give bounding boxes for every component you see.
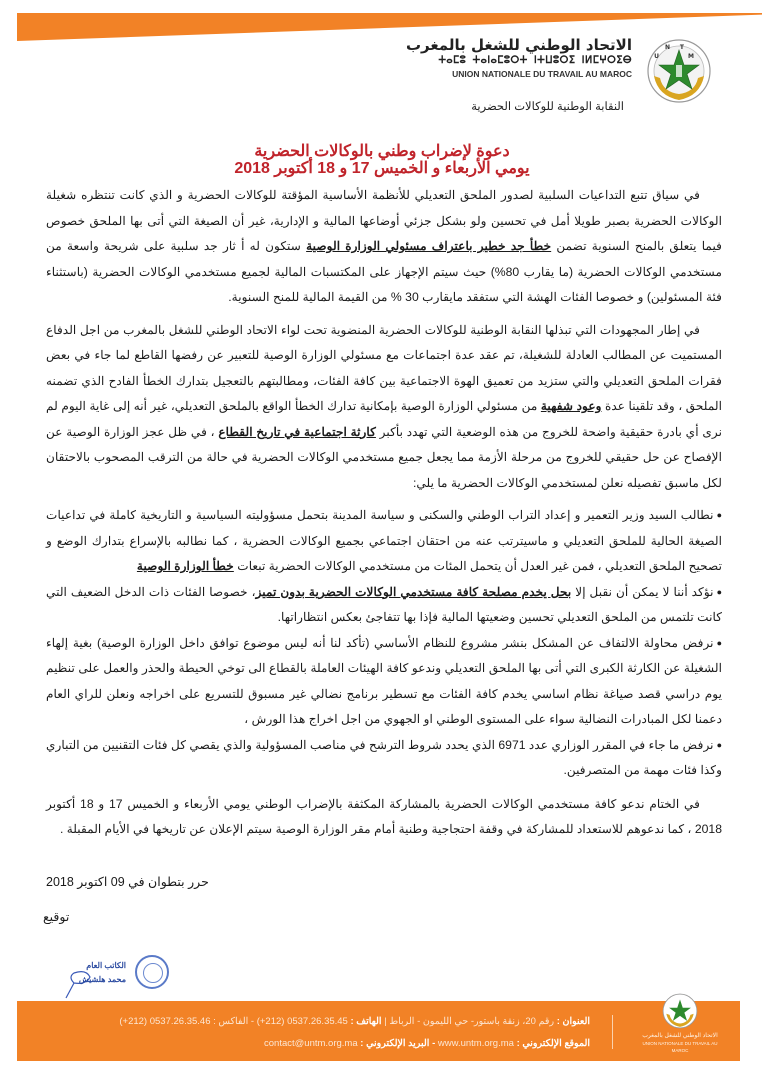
emphasis-social-catastrophe: كارثة اجتماعية في تاريخ القطاع xyxy=(218,424,376,439)
untm-emblem-icon xyxy=(646,38,712,104)
title-line-2: يومي الأربعاء و الخميس 17 و 18 أكتوبر 2018 xyxy=(234,160,530,177)
bullet-icon: ● xyxy=(716,637,722,648)
demand-item xyxy=(46,580,722,631)
footer-band xyxy=(17,1001,740,1061)
email-link[interactable]: contact@untm.org.ma xyxy=(264,1038,358,1049)
svg-text:T: T xyxy=(679,44,684,51)
website-label: الموقع الإلكتروني : xyxy=(516,1038,590,1049)
demand-item xyxy=(46,733,722,784)
text: في سياق تتبع التداعيات السلبية لصدور الملحق التعديلي للأنظمة الأساسية المؤقتة للوكالات الحضرية و الذي كانت تنتظره شغيلة الوكالات الحضرية بصبر طويلا أمل في تحسين ولو بشكل جزئي أوضاعها المالية و الإدارية، غير أن الصيغة التي أتى بها الملحق خصوص فيما يتعلق بالمنح السنوية تضمن xyxy=(46,188,722,253)
demand-item xyxy=(46,503,722,580)
demand-item xyxy=(46,631,722,733)
phone: (+212) 0537.26.35.45 xyxy=(256,1016,348,1027)
letterhead xyxy=(364,36,724,116)
paragraph-conclusion: في الختام ندعو كافة مستخدمي الوكالات الحضرية بالمشاركة المكثفة بالإضراب الوطني يومي الأربعاء و الخميس 17 و 18 أكتوبر 2018 ، كما ندعوهم للاستعداد للمشاركة في وقفة احتجاجية وطنية أمام مقر الوزارة الوصية سيتم الإعلان عن تاريخها في الأيام المقبلة . xyxy=(46,796,722,836)
text: من مسئولي الوزارة الوصية بإمكانية تدارك الخطأ الواقع بالملحق التعديلي، غير أنه إلى غاية اليوم لم نرى أي بادرة حقيقية واضحة للخروج من هذه الوضعية التي تهدد بأكبر xyxy=(46,399,722,439)
email-label: - البريد الإلكتروني : xyxy=(360,1038,436,1049)
emphasis-fair-solution: بحل يخدم مصلحة كافة مستخدمي الوكالات الحضرية بدون تميز xyxy=(255,584,572,599)
fax-label: - الفاكس : xyxy=(213,1016,255,1027)
footer-contact xyxy=(119,1011,590,1055)
signature-label: توقيع xyxy=(43,910,70,924)
emphasis-ministry-fault: خطأ الوزارة الوصية xyxy=(136,559,234,573)
sub-organization: النقابة الوطنية للوكالات الحضرية xyxy=(471,101,624,113)
document-title xyxy=(0,143,764,177)
org-name-block xyxy=(406,36,632,80)
text: نؤكد أننا لا يمكن أن نقبل إلا xyxy=(571,584,714,599)
svg-text:M: M xyxy=(688,53,694,60)
text: نرفض ما جاء في المقرر الوزاري عدد 6971 الذي يحدد شروط الترشح في مناصب المسؤولية والذي يقصي كل فئات التقنيين من التباري وكذا فئات مهمة من المتصرفين. xyxy=(46,737,722,777)
signer-info xyxy=(60,959,126,987)
text: ستكون له أ ثار جد سلبية على شريحة واسعة من مستخدمي الوكالات الحضرية (ما يقارب 80%) حيث سيتم الإجهاز على المكتسبات المالية لجميع مستخدمي الوكالات الحضرية (باستثناء فئة المسئولين) و خصوصا الفئات الهشة التي ستفقد مايقارب 30 % من القيمة المالية للمنح السنوية. xyxy=(46,239,722,304)
place-and-date xyxy=(46,874,722,889)
title-line-1: دعوة لإضراب وطني بالوكالات الحضرية xyxy=(254,143,510,160)
footer-logo-caption-fr: UNION NATIONALE DU TRAVAIL AU MAROC xyxy=(642,1041,718,1053)
signer-name: محمد هلشيش xyxy=(78,975,126,984)
footer-line-web xyxy=(119,1033,590,1055)
text: في إطار المجهودات التي تبذلها النقابة الوطنية للوكالات الحضرية المنضوية تحت لواء الاتحاد الوطني للشغل بالمغرب من اجل الدفاع المستميت عن المطالب العادلة للشغيلة، تم عقد عدة اجتماعات مع مسئولي الوزارة الوصية للتعبير عن رفضها القاطع لما جاء في بعض فقرات الملحق التعديلي والتي ستزيد من تعميق الهوة الاجتماعية بين كافة الفئات، ومطالبتهم بالتعجيل بتدارك الخطأ الفادح الذي تضمنه الملحق ، وقد تلقينا عدة xyxy=(46,322,722,413)
text: ، في ظل عجز الوزارة الوصية عن الإفصاح عن حل حقيقي للخروج من مرحلة الأزمة مما يجعل جميع مستخدمي الوكالات الحضرية في حالة من الترقب المصحوب بالاحتقان لكل ماسبق تفصيله نعلن لمستخدمي الوكالات الحضرية ما يلي: xyxy=(46,424,722,490)
address: رقم 20، زنقة باستور- حي الليمون - الرباط | xyxy=(384,1016,555,1027)
text: ، خصوصا الفئات ذات الدخل الضعيف التي كانت تلتمس من الملحق التعديلي تحسين وضعيتها المالية فإذا بها تتفاجئ بعكس انتظاراتها. xyxy=(46,584,722,624)
bullet-icon: ● xyxy=(716,510,722,520)
emphasis-oral-promises: وعود شفهية xyxy=(540,399,602,413)
phone-label: الهاتف : xyxy=(350,1016,382,1027)
footer-divider xyxy=(612,1015,613,1049)
untm-emblem-small-icon xyxy=(662,993,698,1029)
paragraph-context xyxy=(46,183,722,311)
svg-text:N: N xyxy=(664,44,670,51)
svg-text:U: U xyxy=(654,53,659,60)
bullet-icon: ● xyxy=(716,739,722,750)
text: نرفض محاولة الالتفاف عن المشكل بنشر مشروع للنظام الأساسي (تأكد لنا أنه ليس موضوع توافق داخل الوزارة الوصية) بغية إلهاء الشغيلة عن الكارثة الكبرى التي أتى بها الملحق التعديلي وندعو كافة الهيئات العاملة بالقطاع الى توخي الحيطة والحذر والعمل على تنظيم يوم دراسي قصد صياغة نظام اساسي يخدم كافة الفئات مع تسطير برنامج نضالي غير مسبوق للتسريع على اخراجه ونعلن للراي العام دعمنا لكل المبادرات النضالية سواء على المستوى الوطني او الجهوي من اجل اخراج هذا الورش ، xyxy=(46,635,722,726)
fax: (+212) 0537.26.35.46 xyxy=(119,1016,211,1027)
org-name-arabic: الاتحاد الوطني للشغل بالمغرب xyxy=(405,36,632,54)
official-stamp-icon xyxy=(135,955,169,989)
address-label: العنوان : xyxy=(556,1016,590,1027)
bullet-icon: ● xyxy=(716,586,722,597)
signer-title: الكاتب العام xyxy=(86,961,126,970)
text: نطالب السيد وزير التعمير و إعداد التراب الوطني والسكنى و سياسة المدينة بتحمل مسؤوليته السياسية و التاريخية كاملة في تداعيات الصيغة الحالية للملحق التعديلي و ماسيترتب عنه من احتقان اجتماعي بجميع الوكالات الحضرية ، كما نطالبه بالإسراع بتدارك الوضع و تصحيح الملحق التعديلي ، فمن غير العدل أن يتحمل المئات من مستخدمي الوكالات الحضرية تبعات xyxy=(46,508,722,573)
paragraph-efforts xyxy=(46,318,722,497)
website-link[interactable]: www.untm.org.ma xyxy=(437,1038,514,1049)
footer-line-address xyxy=(119,1011,590,1033)
signature-block xyxy=(60,955,180,1000)
org-name-french: UNION NATIONALE DU TRAVAIL AU MAROC xyxy=(452,69,632,79)
document-body xyxy=(46,183,722,850)
emphasis-ministry-error: خطأ جد خطير باعتراف مسئولي الوزارة الوصية xyxy=(306,239,552,253)
footer-logo-caption xyxy=(634,1033,726,1054)
place-date-text: حرر بتطوان في 09 اكتوبر 2018 xyxy=(46,875,209,889)
footer-logo-caption-ar: الاتحاد الوطني للشغل بالمغرب xyxy=(642,1033,718,1039)
org-name-tifinagh: ⵜⴰⵎⵓ ⵜⴰⵏⴰⵎⵓⵔⵜ ⵏⵜⵡⵓⵔⵉ ⵏⵍⵎⵖⵔⵉⴱ xyxy=(438,55,632,66)
footer-logo xyxy=(630,993,730,1059)
